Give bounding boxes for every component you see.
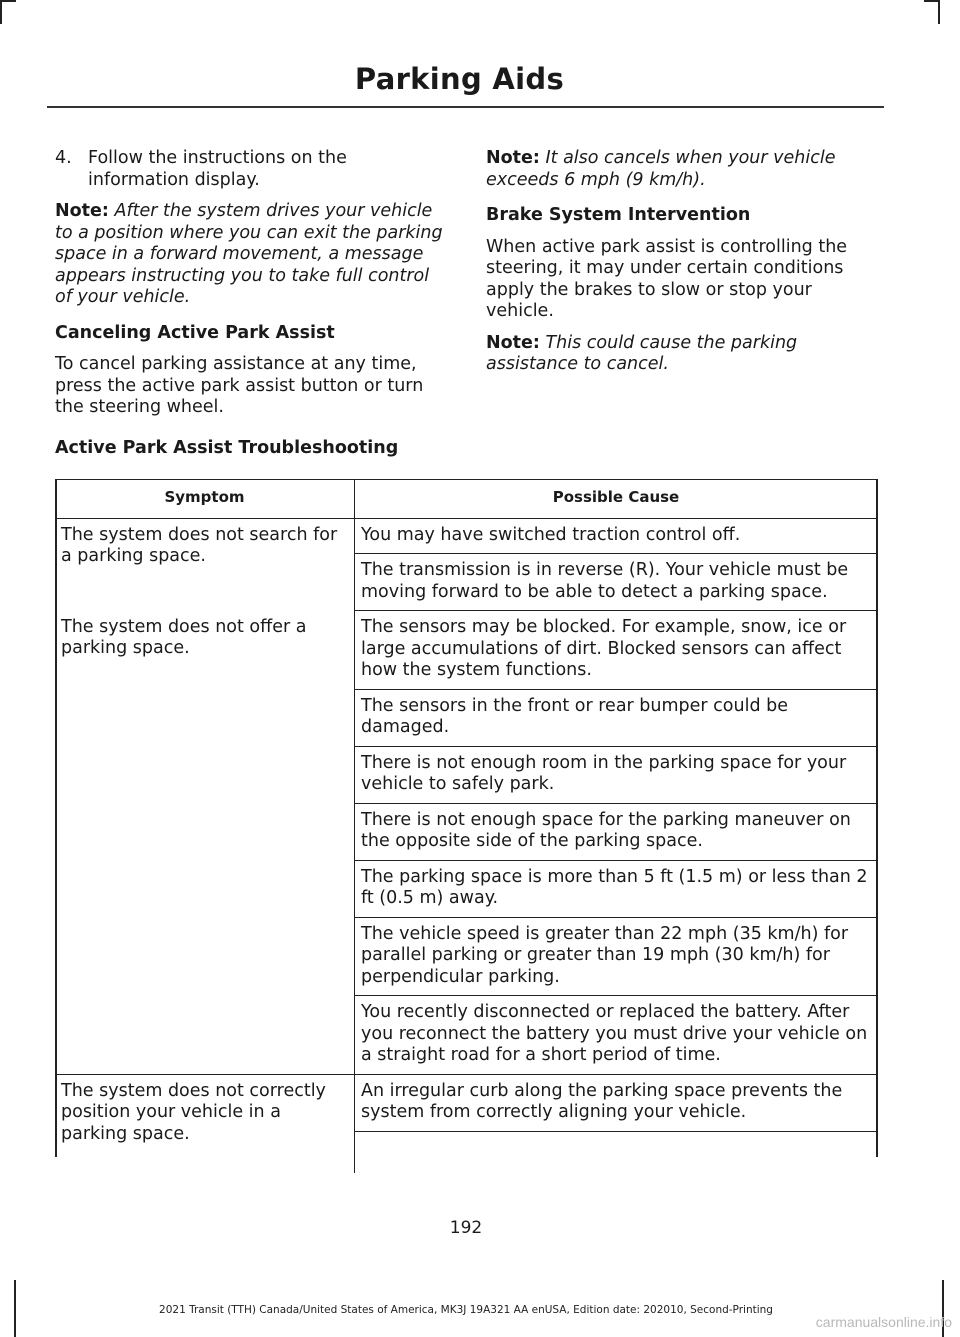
right-column (486, 148, 876, 386)
table-header-row (55, 480, 877, 519)
cause-cell: The vehicle speed is greater than 22 mph (35 km/h) for parallel parking or greater than 19 mph (30 km/h) for perpendicular parking. (355, 917, 878, 996)
table-border-left (55, 479, 57, 1157)
cause-cell: The transmission is in reverse (R). Your vehicle must be moving forward to be able to detect a parking space. (355, 554, 878, 611)
crop-mark (0, 0, 2, 24)
brake-paragraph: When active park assist is controlling the steering, it may under certain conditions apply the brakes to slow or stop your vehicle. (486, 236, 848, 321)
column-header-cause: Possible Cause (355, 480, 878, 519)
cause-cell: The parking space is more than 5 ft (1.5 m) or less than 2 ft (0.5 m) away. (355, 860, 878, 917)
cause-cell-empty (355, 1131, 878, 1173)
note-speed (486, 148, 876, 191)
table-border-right (876, 479, 878, 1157)
step-text: Follow the instructions on the information display. (88, 148, 347, 190)
section-heading-canceling: Canceling Active Park Assist (55, 322, 335, 343)
table-row (55, 611, 877, 690)
note-label: Note: (55, 201, 109, 221)
note-label: Note: (486, 148, 540, 168)
cause-cell: An irregular curb along the parking space prevents the system from correctly aligning your vehicle. (355, 1074, 878, 1131)
cause-cell: There is not enough room in the parking space for your vehicle to safely park. (355, 746, 878, 803)
troubleshooting-table (55, 479, 877, 1173)
table-row (55, 518, 877, 554)
page-number: 192 (449, 1218, 483, 1238)
note-text: This could cause the parking assistance to cancel. (486, 332, 798, 374)
symptom-cell: The system does not correctly position your vehicle in a parking space. (61, 1080, 326, 1144)
edition-footer: 2021 Transit (TTH) Canada/United States of America, MK3J 19A321 AA enUSA, Edition date: 202010, Second-Printing (159, 1304, 773, 1316)
symptom-cell: The system does not offer a parking space. (55, 611, 355, 1075)
cancel-paragraph: To cancel parking assistance at any time, press the active park assist button or turn the steering wheel. (55, 354, 424, 417)
cause-cell: The sensors may be blocked. For example, snow, ice or large accumulations of dirt. Blocked sensors can affect how the system functions. (355, 611, 878, 690)
troubleshooting-heading: Active Park Assist Troubleshooting (55, 438, 399, 458)
cause-cell: You recently disconnected or replaced the battery. After you reconnect the battery you must drive your vehicle on a straight road for a short period of time. (355, 996, 878, 1075)
step-4 (55, 148, 448, 191)
cause-cell: The sensors in the front or rear bumper could be damaged. (355, 689, 878, 746)
note-cancel (486, 333, 876, 376)
note-text: It also cancels when your vehicle exceeds 6 mph (9 km/h). (486, 148, 836, 190)
step-number: 4. (55, 148, 72, 168)
crop-mark (924, 0, 940, 2)
note-label: Note: (486, 332, 540, 353)
section-heading-brake: Brake System Intervention (486, 205, 751, 225)
cause-cell: You may have switched traction control off. (355, 518, 878, 554)
watermark: carmanualsonline.info (815, 1314, 952, 1330)
table-row (55, 1074, 877, 1131)
cause-cell: There is not enough space for the parking maneuver on the opposite side of the parking space. (355, 803, 878, 860)
note-text: After the system drives your vehicle to a position where you can exit the parking space in a forward movement, a message appears instructing you to take full control of your vehicle. (55, 201, 443, 307)
note-after-drive (55, 201, 448, 309)
page-title: Parking Aids (354, 62, 564, 96)
crop-mark (938, 0, 940, 24)
header-rule (47, 106, 884, 108)
symptom-cell: The system does not search for a parking space. (61, 524, 338, 566)
crop-mark (0, 0, 16, 2)
left-column (55, 148, 448, 429)
column-header-symptom: Symptom (55, 480, 355, 519)
